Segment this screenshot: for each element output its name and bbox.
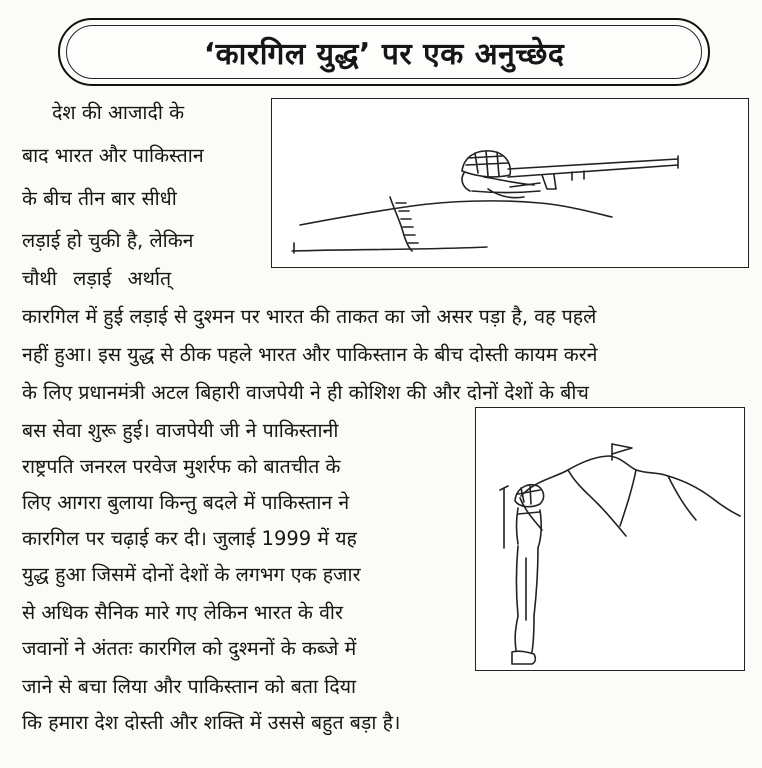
paragraph-line: कारगिल पर चढ़ाई कर दी। जुलाई 1999 में यह xyxy=(22,527,357,550)
title-frame xyxy=(58,18,710,86)
paragraph-line: के लिए प्रधानमंत्री अटल बिहारी वाजपेयी ने ही कोशिश की और दोनों देशों के बीच xyxy=(22,381,589,404)
paragraph-line: कारगिल में हुई लड़ाई से दुश्मन पर भारत की ताकत का जो असर पड़ा है, वह पहले xyxy=(22,305,597,328)
title-inner-frame xyxy=(66,25,702,79)
paragraph-line: के बीच तीन बार सीधी xyxy=(22,187,177,210)
paragraph-line: राष्ट्रपति जनरल परवेज मुशर्रफ को बातचीत के xyxy=(22,455,341,478)
prone-soldier-drawing xyxy=(272,99,748,267)
page-title: ‘कारगिल युद्ध’ पर एक अनुच्छेद xyxy=(203,36,565,72)
paragraph-line: देश की आजादी के xyxy=(52,101,185,124)
paragraph-line: चौथी लड़ाई अर्थात् xyxy=(22,267,172,290)
paragraph-line: लड़ाई हो चुकी है, लेकिन xyxy=(22,229,194,252)
paragraph-line: जवानों ने अंततः कारगिल को दुश्मनों के कब्जे में xyxy=(22,637,357,660)
standing-soldier-illustration xyxy=(475,407,745,671)
standing-soldier-drawing xyxy=(476,408,744,670)
paragraph-line: युद्ध हुआ जिसमें दोनों देशों के लगभग एक हजार xyxy=(22,563,361,586)
paragraph-line: कि हमारा देश दोस्ती और शक्ति में उससे बहुत बड़ा है। xyxy=(22,711,401,734)
paragraph-line: बाद भारत और पाकिस्तान xyxy=(22,144,204,167)
paragraph-line: नहीं हुआ। इस युद्ध से ठीक पहले भारत और पाकिस्तान के बीच दोस्ती कायम करने xyxy=(22,343,598,366)
paragraph-line: से अधिक सैनिक मारे गए लेकिन भारत के वीर xyxy=(22,601,343,624)
paragraph-line: लिए आगरा बुलाया किन्तु बदले में पाकिस्तान ने xyxy=(22,491,350,514)
paragraph-line: बस सेवा शुरू हुई। वाजपेयी जी ने पाकिस्तानी xyxy=(22,419,339,442)
paragraph-line: जाने से बचा लिया और पाकिस्तान को बता दिया xyxy=(22,675,357,698)
prone-soldier-illustration xyxy=(271,98,749,268)
